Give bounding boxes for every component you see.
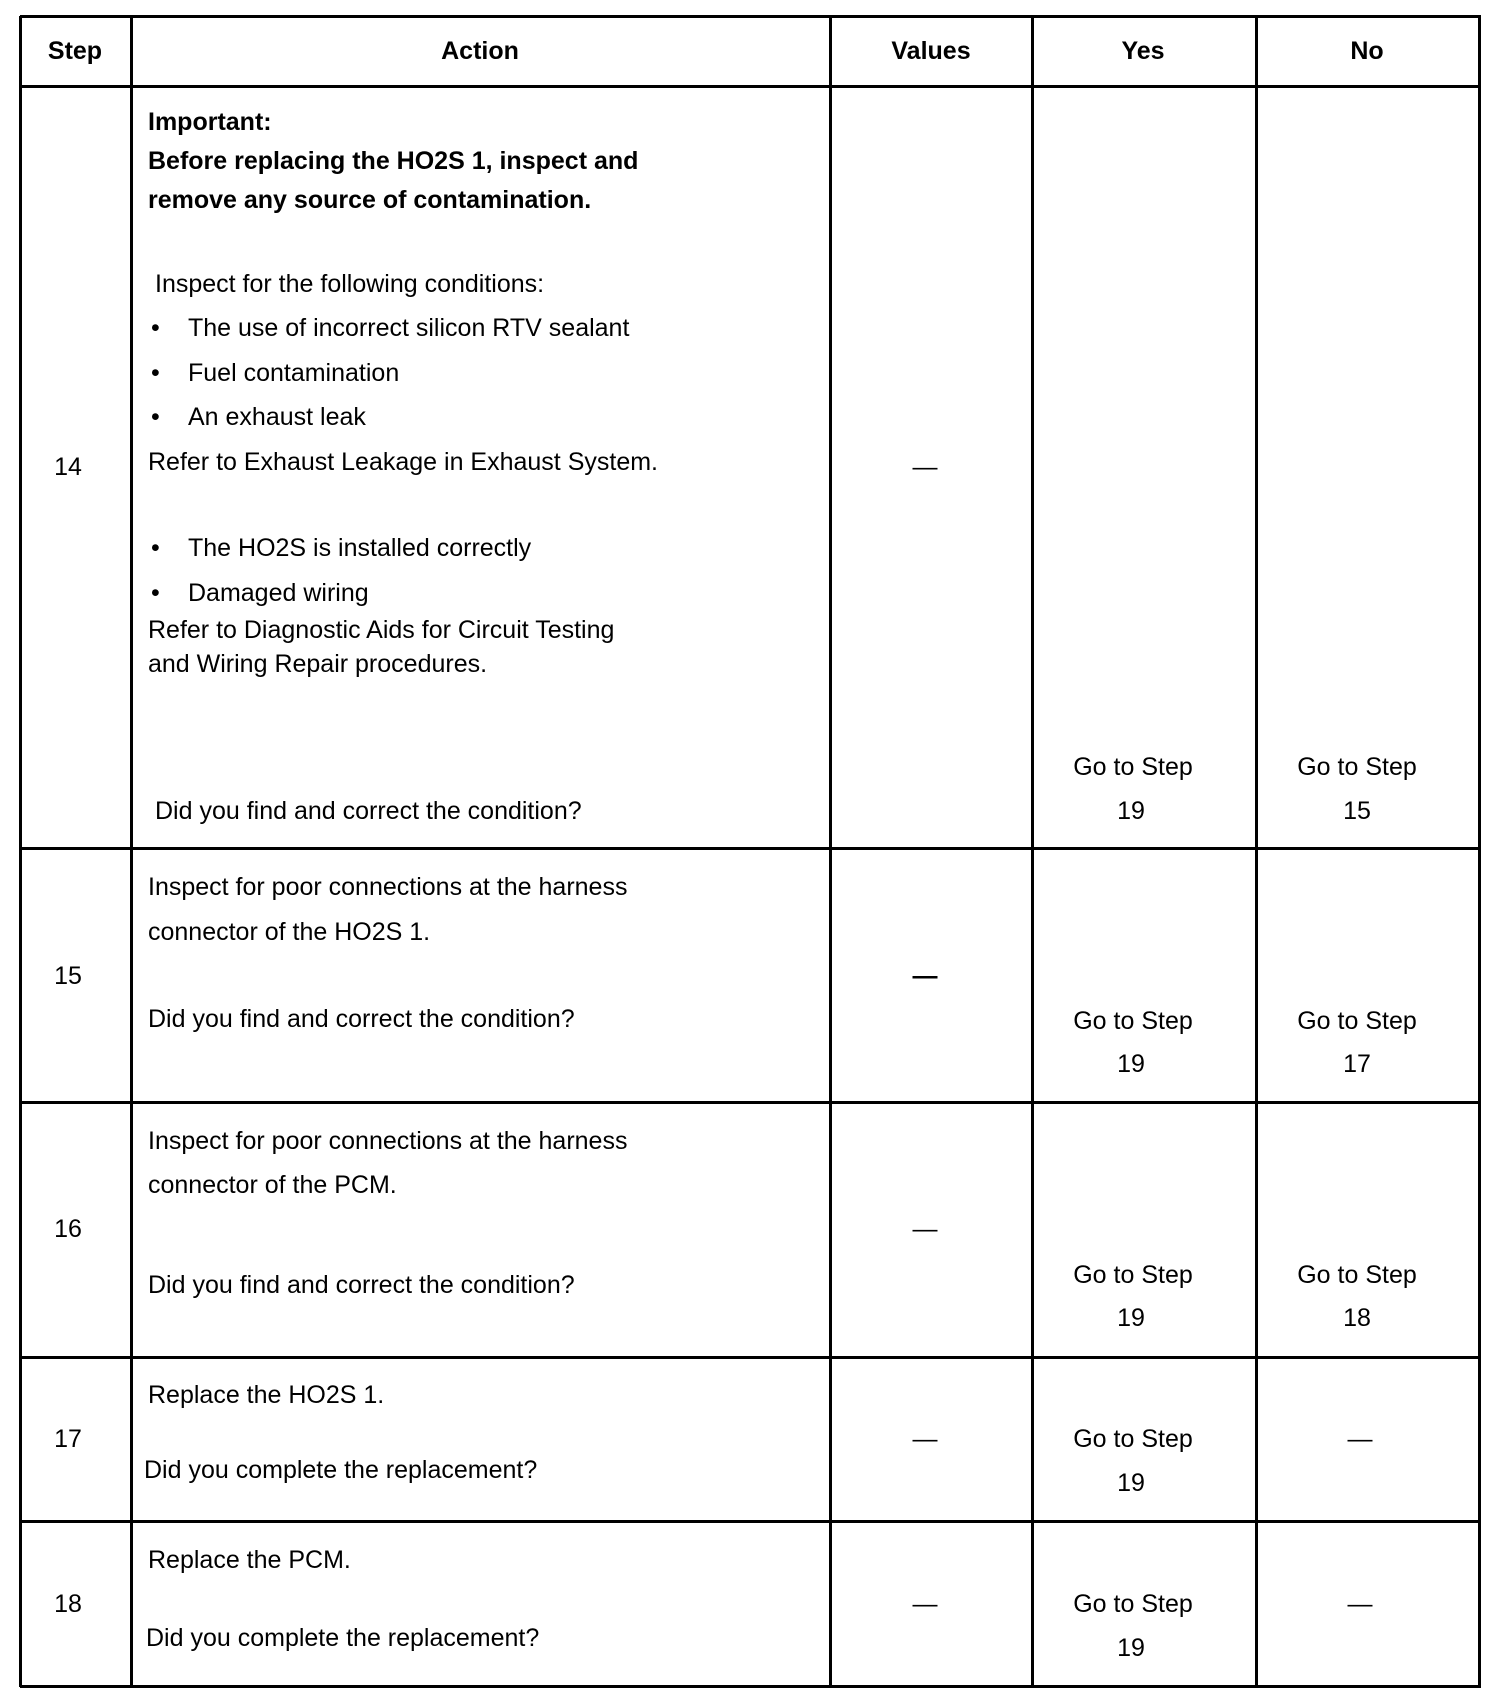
header-action: Action [441,37,519,65]
important-text: remove any source of contamination. [148,186,592,214]
no-dash: — [1347,1590,1373,1618]
value-dash: — [912,1590,938,1618]
table-border [20,15,1481,18]
action-text: Inspect for the following conditions: [155,270,545,298]
no-goto-step[interactable]: 18 [1343,1304,1371,1332]
column-divider [130,16,133,1687]
value-dash: — [912,1215,938,1243]
bullet-icon: • [151,403,160,431]
action-text: Replace the PCM. [148,1546,351,1574]
header-step: Step [47,37,103,65]
yes-goto-step[interactable]: 19 [1117,1304,1145,1332]
no-goto[interactable]: Go to Step [1297,1007,1417,1035]
no-goto[interactable]: Go to Step [1297,1261,1417,1289]
column-divider [1031,16,1034,1687]
column-divider [1255,16,1258,1687]
list-item: The use of incorrect silicon RTV sealant [188,314,630,342]
value-dash: — [912,962,938,990]
action-text: Inspect for poor connections at the harness [148,1127,628,1155]
step-number: 14 [54,453,82,481]
list-item: Damaged wiring [188,579,369,607]
header-values: Values [891,37,971,65]
bullet-icon: • [151,534,160,562]
question-text: Did you find and correct the condition? [148,1271,575,1299]
table-border [1478,16,1481,1687]
no-dash: — [1347,1425,1373,1453]
table-border [20,1685,1481,1688]
important-text: Before replacing the HO2S 1, inspect and [148,147,639,175]
step-number: 18 [54,1590,82,1618]
question-text: Did you find and correct the condition? [155,797,582,825]
action-text: connector of the PCM. [148,1171,397,1199]
reference-link[interactable]: and Wiring Repair procedures. [148,650,488,678]
yes-goto-step[interactable]: 19 [1117,1634,1145,1662]
yes-goto[interactable]: Go to Step [1073,1261,1193,1289]
row-divider [20,1356,1481,1359]
value-dash: — [912,1425,938,1453]
value-dash: — [912,453,938,481]
reference-link[interactable]: Refer to Diagnostic Aids for Circuit Testing [148,616,615,644]
row-divider [20,1520,1481,1523]
question-text: Did you complete the replacement? [144,1456,538,1484]
step-number: 16 [54,1215,82,1243]
step-number: 15 [54,962,82,990]
action-text: connector of the HO2S 1. [148,918,431,946]
row-divider [20,847,1481,850]
action-text: Replace the HO2S 1. [148,1381,385,1409]
reference-link[interactable]: Refer to Exhaust Leakage in Exhaust System. [148,448,658,476]
action-text: Inspect for poor connections at the harness [148,873,628,901]
list-item: An exhaust leak [188,403,366,431]
yes-goto-step[interactable]: 19 [1117,1469,1145,1497]
yes-goto-step[interactable]: 19 [1117,1050,1145,1078]
row-divider [20,85,1481,88]
yes-goto[interactable]: Go to Step [1073,1590,1193,1618]
header-no: No [1350,37,1384,65]
list-item: The HO2S is installed correctly [188,534,532,562]
no-goto[interactable]: Go to Step [1297,753,1417,781]
important-label: Important: [148,108,272,136]
question-text: Did you find and correct the condition? [148,1005,575,1033]
no-goto-step[interactable]: 17 [1343,1050,1371,1078]
column-divider [829,16,832,1687]
bullet-icon: • [151,359,160,387]
header-yes: Yes [1121,37,1165,65]
list-item: Fuel contamination [188,359,400,387]
yes-goto[interactable]: Go to Step [1073,1007,1193,1035]
bullet-icon: • [151,314,160,342]
step-number: 17 [54,1425,82,1453]
table-border [19,16,22,1687]
question-text: Did you complete the replacement? [146,1624,540,1652]
yes-goto[interactable]: Go to Step [1073,1425,1193,1453]
yes-goto-step[interactable]: 19 [1117,797,1145,825]
no-goto-step[interactable]: 15 [1343,797,1371,825]
yes-goto[interactable]: Go to Step [1073,753,1193,781]
row-divider [20,1101,1481,1104]
bullet-icon: • [151,579,160,607]
